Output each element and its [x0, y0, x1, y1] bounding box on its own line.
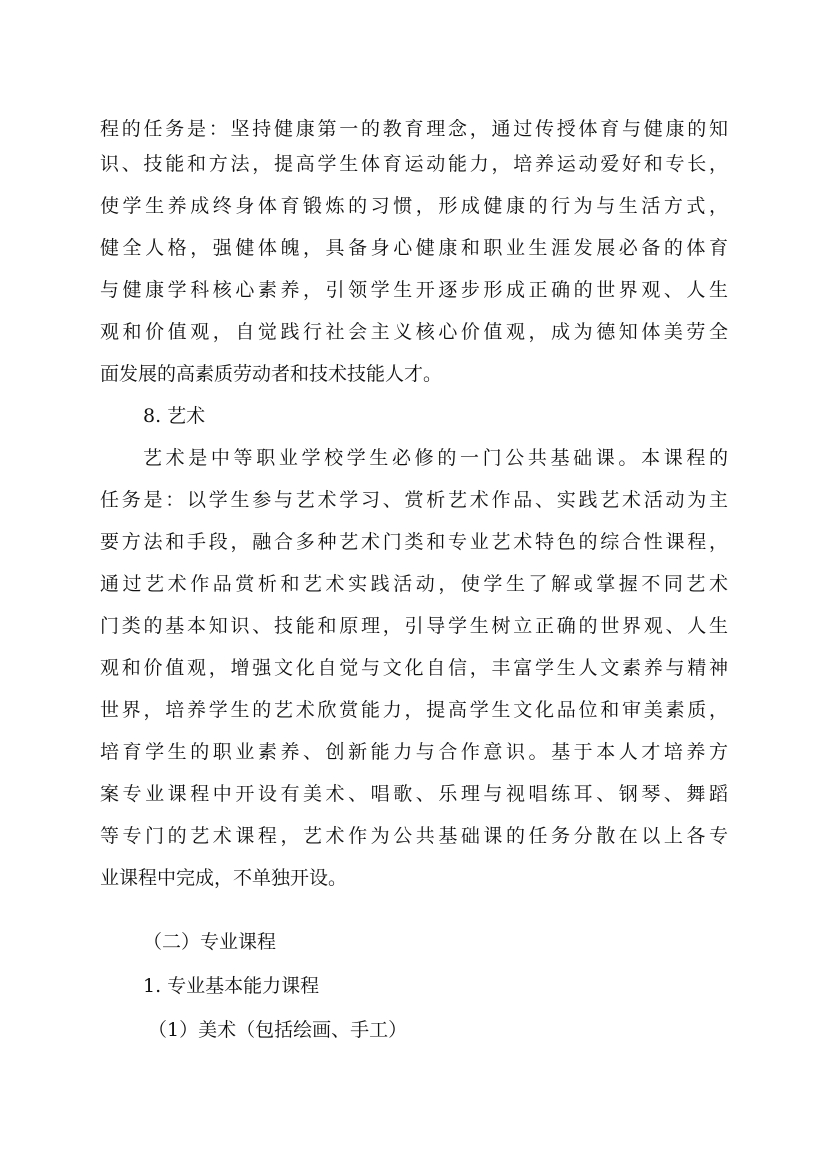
section-heading-art: 8. 艺术: [143, 405, 206, 427]
pe-paragraph-line: 识、技能和方法，提高学生体育运动能力，培养运动爱好和专长，: [100, 153, 728, 175]
art-paragraph-line: 任务是：以学生参与艺术学习、赏析艺术作品、实践艺术活动为主: [100, 489, 728, 511]
art-paragraph-line: 要方法和手段，融合多种艺术门类和专业艺术特色的综合性课程，: [100, 531, 728, 553]
pe-paragraph-line: 程的任务是：坚持健康第一的教育理念，通过传授体育与健康的知: [100, 118, 728, 140]
art-paragraph-line: 通过艺术作品赏析和艺术实践活动，使学生了解或掌握不同艺术: [100, 573, 728, 595]
art-paragraph-line: 案专业课程中开设有美术、唱歌、乐理与视唱练耳、钢琴、舞蹈: [100, 783, 728, 805]
subsection-heading-basic-ability: 1. 专业基本能力课程: [143, 975, 320, 997]
pe-paragraph-line: 健全人格，强健体魄，具备身心健康和职业生涯发展必备的体育: [100, 237, 728, 259]
art-paragraph-line: 艺术是中等职业学校学生必修的一门公共基础课。本课程的: [143, 447, 728, 469]
art-paragraph-line: 等专门的艺术课程，艺术作为公共基础课的任务分散在以上各专: [100, 825, 728, 847]
section-heading-professional-courses: （二）专业课程: [143, 931, 277, 953]
item-heading-art-course: （1）美术（包括绘画、手工）: [148, 1019, 408, 1041]
pe-paragraph-line: 使学生养成终身体育锻炼的习惯，形成健康的行为与生活方式，: [100, 195, 728, 217]
art-paragraph-line: 门类的基本知识、技能和原理，引导学生树立正确的世界观、人生: [100, 615, 728, 637]
pe-paragraph-line: 与健康学科核心素养，引领学生开逐步形成正确的世界观、人生: [100, 279, 728, 301]
art-paragraph-line: 观和价值观，增强文化自觉与文化自信，丰富学生人文素养与精神: [100, 657, 728, 679]
art-paragraph-line: 培育学生的职业素养、创新能力与合作意识。基于本人才培养方: [100, 741, 728, 763]
art-paragraph-line: 业课程中完成，不单独开设。: [100, 867, 348, 889]
art-paragraph-line: 世界，培养学生的艺术欣赏能力，提高学生文化品位和审美素质，: [100, 699, 728, 721]
pe-paragraph-line: 面发展的高素质劳动者和技术技能人才。: [100, 363, 443, 385]
pe-paragraph-line: 观和价值观，自觉践行社会主义核心价值观，成为德知体美劳全: [100, 321, 728, 343]
